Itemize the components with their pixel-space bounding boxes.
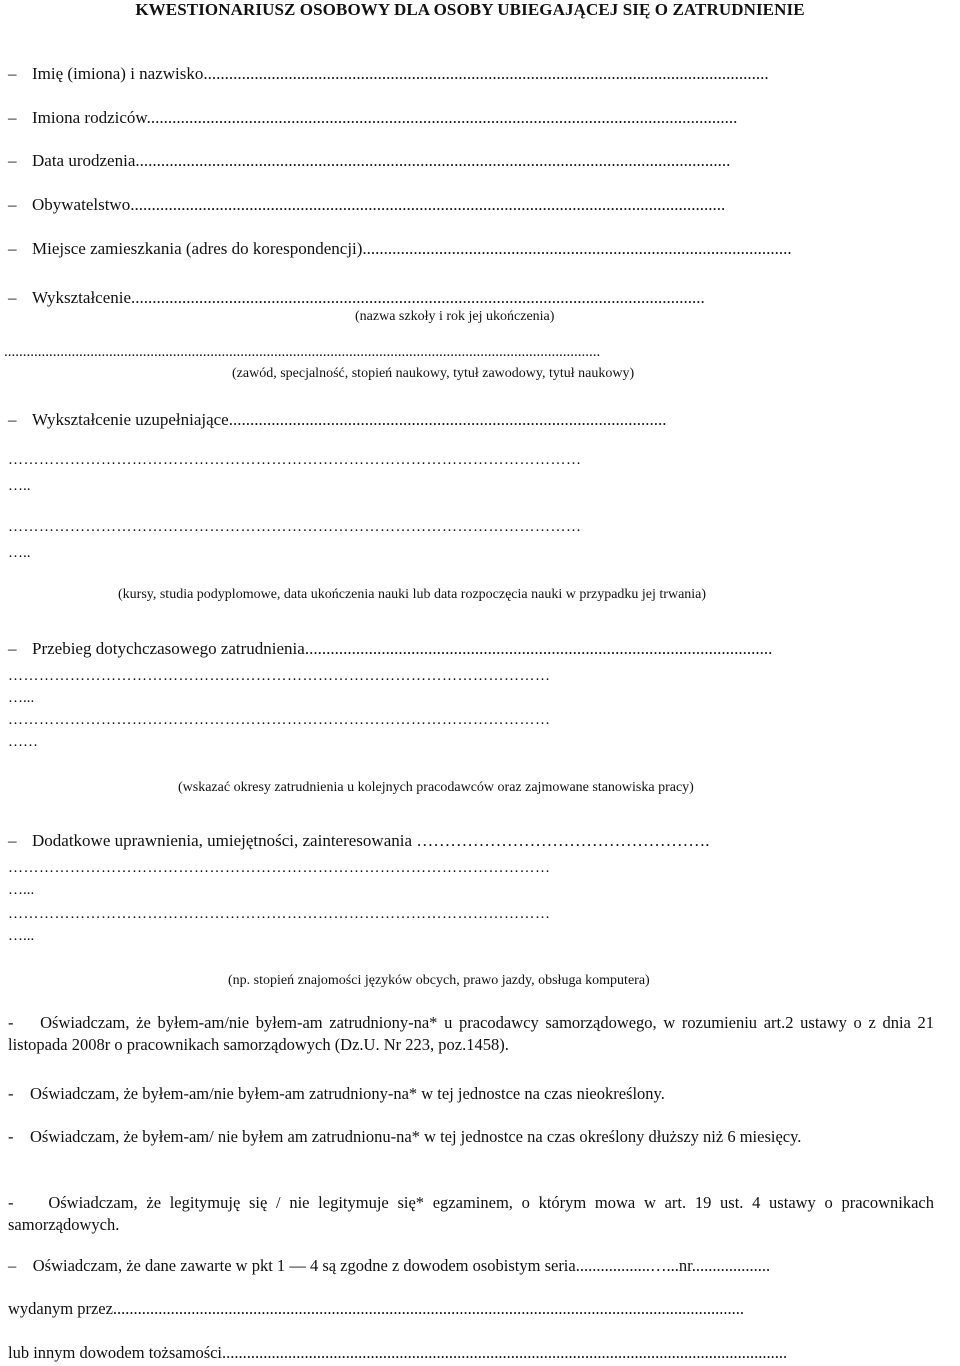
fill-dots[interactable]: ..............................................................................................................: [304, 639, 773, 658]
fill-dots[interactable]: ............................................................................................................................................: [135, 151, 731, 170]
field-label: Wykształcenie uzupełniające: [32, 410, 229, 429]
field-label: Przebieg dotychczasowego zatrudnienia: [32, 639, 305, 658]
issued-by-line: [8, 1298, 934, 1320]
field-name: [8, 64, 769, 84]
dash-bullet: –: [8, 1256, 33, 1275]
fill-dots[interactable]: .........................................................................................................................................................: [112, 1299, 745, 1318]
fill-dots-line[interactable]: ……………………………………………………………………………………………: [8, 668, 551, 684]
fill-dots-line[interactable]: …..: [8, 545, 31, 561]
statement-4: [8, 1192, 934, 1236]
fill-dots-line[interactable]: …...: [8, 928, 35, 944]
dash-bullet: -: [8, 1193, 49, 1212]
fill-dots[interactable]: .......................................................................................................................................: [131, 288, 705, 307]
dash-bullet: –: [8, 151, 17, 170]
statement-range: 4: [309, 1256, 319, 1275]
dash-bullet: -: [8, 1127, 30, 1146]
field-parents: [8, 108, 737, 128]
fill-dots-line[interactable]: ……………………………………………………………………………………………: [8, 906, 551, 922]
statement-2: [8, 1083, 934, 1105]
statement-text: Oświadczam, że legitymuję się / nie legitymuje się* egzaminem, o którym mowa w art. 19 ust. 4 ustawy o pracownikach samorządowych.: [8, 1193, 935, 1234]
other-id-label: lub innym dowodem tożsamości: [8, 1343, 223, 1362]
fill-dots[interactable]: ............................................................................................................................................: [130, 195, 726, 214]
fill-dots[interactable]: …………………………………………….: [412, 831, 710, 850]
field-education: [8, 288, 705, 308]
statement-1: [8, 1012, 934, 1056]
fill-dots-line[interactable]: …………………………………………………………………………………………………: [8, 452, 582, 468]
education-caption: (nazwa szkoły i rok jej ukończenia): [355, 309, 555, 324]
fill-dots-line[interactable]: …...: [8, 882, 35, 898]
fill-dots[interactable]: ...........................................................................................................................................: [146, 108, 738, 127]
statement-text: Oświadczam, że byłem-am/nie byłem-am zatrudniony-na* w tej jednostce na czas nieokreślony.: [30, 1084, 665, 1103]
field-supplementary: [8, 410, 666, 430]
fill-dots[interactable]: .........................................................................................................................................: [222, 1343, 788, 1362]
field-additional: [8, 831, 710, 851]
field-label: Imię (imiona) i nazwisko: [32, 64, 204, 83]
issued-by-label: wydanym przez: [8, 1299, 113, 1318]
dash-bullet: -: [8, 1084, 30, 1103]
dash-bullet: –: [8, 410, 17, 429]
statement-text-rest: są zgodne z dowodem osobistym seria: [322, 1256, 576, 1275]
field-label: Miejsce zamieszkania (adres do korespondencji): [32, 239, 363, 258]
dash-bullet: –: [8, 831, 17, 850]
fill-dots-line[interactable]: ……………………………………………………………………………………………: [8, 712, 551, 728]
em-dash: —: [285, 1256, 310, 1275]
fill-dots-line[interactable]: ...............................................................................................................................................................: [4, 344, 601, 360]
form-title: KWESTIONARIUSZ OSOBOWY DLA OSOBY UBIEGAJĄCEJ SIĘ O ZATRUDNIENIE: [135, 0, 805, 19]
fill-dots[interactable]: ...................: [691, 1256, 771, 1275]
statement-text: Oświadczam, że byłem-am/nie byłem-am zatrudniony-na* u pracodawcy samorządowego, w rozumieniu art.2 ustawy o z dnia 21 listopada 2008r o pracownikach samorządowych (Dz.U. Nr 223, poz.1458).: [8, 1013, 935, 1054]
employment-caption: (wskazać okresy zatrudnienia u kolejnych pracodawców oraz zajmowane stanowiska pracy): [178, 780, 694, 795]
other-id-line: [8, 1342, 934, 1364]
field-label: Imiona rodziców: [32, 108, 147, 127]
field-label: Obywatelstwo: [32, 195, 131, 214]
statement-text: Oświadczam, że dane zawarte w pkt 1: [32, 1256, 286, 1275]
nr-label: nr: [678, 1256, 692, 1275]
statement-text: Oświadczam, że byłem-am/ nie byłem am zatrudnionu-na* w tej jednostce na czas określony dłuższy niż 6 miesięcy.: [30, 1127, 802, 1146]
dash-bullet: –: [8, 288, 17, 307]
dash-bullet: –: [8, 64, 17, 83]
fill-dots-line[interactable]: ……: [8, 734, 38, 750]
dash-bullet: –: [8, 108, 17, 127]
field-employment: [8, 639, 772, 659]
field-label: Wykształcenie: [32, 288, 132, 307]
fill-dots[interactable]: .....................................................................................................................................: [203, 64, 769, 83]
field-label: Data urodzenia: [32, 151, 136, 170]
statement-5: [8, 1255, 934, 1277]
fill-dots-line[interactable]: ……………………………………………………………………………………………: [8, 860, 551, 876]
fill-dots[interactable]: .......................................................................................................: [228, 410, 667, 429]
dash-bullet: –: [8, 195, 17, 214]
fill-dots[interactable]: .....................................................................................................: [362, 239, 792, 258]
fill-dots-line[interactable]: …..: [8, 478, 31, 494]
supplementary-caption: (kursy, studia podyplomowe, data ukończenia nauki lub data rozpoczęcia nauki w przypadku jej trwania): [118, 587, 707, 602]
field-label: Dodatkowe uprawnienia, umiejętności, zainteresowania: [32, 831, 413, 850]
field-residence: [8, 239, 792, 259]
statement-3: [8, 1126, 934, 1148]
dash-bullet: –: [8, 239, 17, 258]
education-caption-2: (zawód, specjalność, stopień naukowy, tytuł zawodowy, tytuł naukowy): [232, 366, 635, 381]
field-citizenship: [8, 195, 725, 215]
fill-dots-line[interactable]: …………………………………………………………………………………………………: [8, 519, 582, 535]
fill-dots[interactable]: ..................…...: [575, 1256, 679, 1275]
dash-bullet: -: [8, 1013, 41, 1032]
field-birthdate: [8, 151, 730, 171]
additional-caption: (np. stopień znajomości języków obcych, prawo jazdy, obsługa komputera): [228, 973, 650, 988]
dash-bullet: –: [8, 639, 17, 658]
fill-dots-line[interactable]: …...: [8, 690, 35, 706]
